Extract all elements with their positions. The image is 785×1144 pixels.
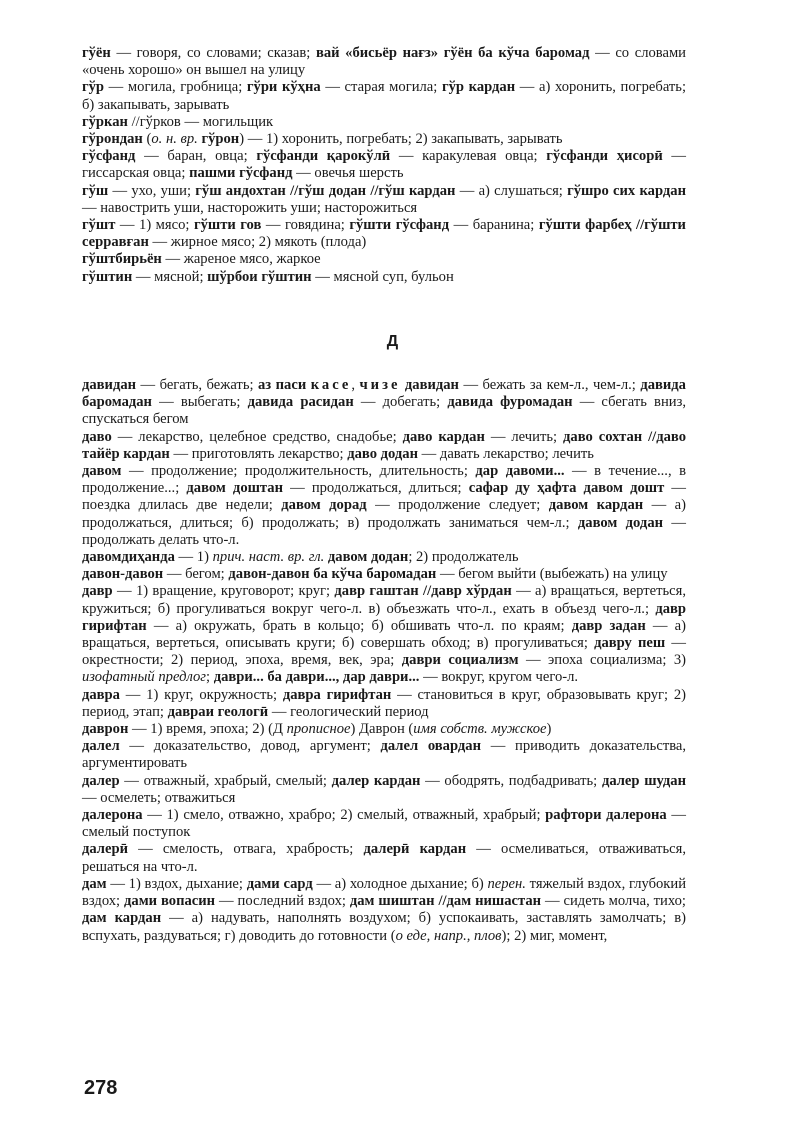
- definition-text: — а) надувать, наполнять воздухом; б) успокаивать, заставлять замолчать; в) вспухать, раздуваться; г) доводить до готовности (: [82, 910, 686, 944]
- headword-text: гўштин: [82, 268, 133, 285]
- dictionary-entry: [82, 114, 686, 131]
- dictionary-entry: [82, 807, 686, 841]
- definition-text: — а) вращаться, вертеться, описывать круги; б) совершать обход; в) прогуливаться;: [82, 617, 686, 652]
- grammar-note: прописное: [286, 721, 351, 738]
- definition-text: — гиссарская овца;: [82, 148, 687, 182]
- grammar-note: имя собств. мужское: [413, 721, 547, 738]
- definition-text: — 1) круг, окружность;: [119, 686, 283, 703]
- headword-text: далел: [82, 738, 120, 755]
- headword-text: далерӣ кардан: [363, 841, 467, 858]
- definition-text: — а) слушаться;: [455, 182, 568, 199]
- definition-text: — 1) время, эпоха; 2) (Д: [128, 721, 287, 738]
- headword-text: давом доштан: [186, 480, 283, 497]
- headword-text: рафтори далерона: [545, 807, 667, 824]
- definition-text: — геологический период: [268, 703, 429, 720]
- definition-text: — доказательство, довод, аргумент;: [119, 738, 381, 755]
- headword-text: дар давоми...: [475, 463, 565, 480]
- definition-text: ;: [205, 669, 214, 686]
- definition-text: — бегать, бежать;: [136, 377, 258, 393]
- headword-text: давру пеш: [594, 635, 666, 652]
- definition-text: — лекарство, целебное средство, снадобье;: [111, 428, 403, 445]
- headword-text: давида баромадан: [82, 377, 686, 411]
- dictionary-entry: [82, 45, 686, 79]
- dictionary-entry: [82, 429, 686, 463]
- definition-text: — 1) мясо;: [115, 217, 194, 234]
- definition-text: — 1) вздох, дыхание;: [106, 875, 247, 892]
- headword-text: давра: [82, 686, 120, 703]
- definition-text: — продолжаться, длиться;: [282, 480, 469, 497]
- headword-text: давом: [82, 463, 122, 480]
- dictionary-entry: [82, 79, 686, 113]
- definition-text: — добегать;: [353, 394, 448, 411]
- headword-text: далерӣ: [82, 841, 128, 858]
- definition-text: — эпоха социализма; 3): [518, 652, 686, 669]
- headword-text: давидан: [400, 377, 459, 393]
- headword-text: даври... ба даври..., дар даври...: [213, 669, 420, 686]
- headword-text: гўшт: [82, 217, 116, 234]
- definition-text: — выбегать;: [151, 394, 248, 411]
- headword-text: чизе: [359, 377, 401, 393]
- definition-text: — а) продолжаться, длиться; б) продолжать; в) продолжать заниматься чем-л.;: [82, 497, 686, 531]
- dictionary-entry: [82, 217, 686, 251]
- headword-text: гўр: [82, 79, 105, 96]
- definition-text: — давать лекарство; лечить: [418, 445, 594, 462]
- definition-text: — осмеливаться, отваживаться, решаться на что-л.: [82, 841, 686, 875]
- definition-text: ,: [351, 377, 360, 393]
- definition-text: — сбегать вниз, спускаться бегом: [82, 394, 686, 428]
- headword-text: давидан: [82, 377, 137, 393]
- definition-text: — смелый поступок: [82, 807, 686, 841]
- headword-text: сафар ду ҳафта давом дошт: [468, 480, 665, 497]
- headword-text: даво додан: [347, 445, 419, 462]
- entries-top-block: [82, 45, 686, 286]
- headword-text: далерона: [82, 807, 143, 824]
- definition-text: — отважный, храбрый, смелый;: [119, 772, 332, 789]
- headword-text: гўри кўҳна: [246, 79, 321, 96]
- definition-text: — продолжать делать что-л.: [82, 514, 686, 548]
- headword-text: дами вопасин: [124, 893, 216, 910]
- headword-text: вай «бисьёр нағз» гўён ба кўча баромад: [315, 45, 590, 61]
- definition-text: — мясной;: [132, 268, 208, 285]
- dictionary-entry: [82, 131, 686, 148]
- headword-text: аз паси: [258, 377, 311, 393]
- headword-text: гўштбирьён: [82, 251, 162, 268]
- headword-text: гўшти гов: [193, 217, 262, 234]
- headword-text: далер кардан: [331, 772, 421, 789]
- definition-text: ) — 1) хоронить, погребать; 2) закапывать, зарывать: [239, 131, 563, 148]
- headword-text: гўшти фарбеҳ //гўшти серравған: [82, 217, 686, 251]
- definition-text: — смелость, отвага, храбрость;: [128, 841, 364, 858]
- headword-text: давида фуромадан: [447, 394, 573, 411]
- dictionary-entry: [82, 148, 686, 182]
- definition-text: — бегом;: [163, 566, 229, 583]
- headword-text: гўш андохтан //гўш додан //гўш кардан: [195, 182, 456, 199]
- headword-text: касе: [310, 377, 352, 393]
- definition-text: — а) вращаться, вертеться, кружиться; б) прогуливаться вокруг чего-л. в) объезжать что-л., ехать в объезд чего-л.;: [82, 583, 686, 617]
- definition-text: — жареное мясо, жаркое: [161, 251, 321, 268]
- definition-text: — мясной суп, бульон: [311, 268, 454, 285]
- definition-text: — а) окружать, брать в кольцо; б) обшивать что-л. по краям;: [146, 617, 572, 634]
- definition-text: — приводить доказательства, аргументировать: [82, 738, 687, 772]
- definition-text: — баранина;: [449, 217, 539, 234]
- dictionary-entry: [82, 876, 686, 945]
- headword-text: давра гирифтан: [282, 686, 392, 703]
- grammar-note: изофатный предлог: [82, 669, 206, 686]
- headword-text: гўрон: [201, 131, 240, 148]
- grammar-note: о еде, напр., плов: [395, 927, 502, 944]
- dictionary-entry: [82, 721, 686, 738]
- definition-text: — бегом выйти (выбежать) на улицу: [436, 566, 668, 583]
- definition-text: — навострить уши, насторожить уши; насторожиться: [82, 199, 418, 216]
- headword-text: давом додан: [327, 549, 409, 566]
- headword-text: далел овардан: [380, 738, 481, 755]
- definition-text: ) Даврон (: [350, 721, 414, 738]
- headword-text: даври социализм: [401, 652, 519, 669]
- definition-text: — становиться в круг, образовывать круг; 2) период, этап;: [82, 686, 686, 720]
- headword-text: гўш: [82, 182, 109, 199]
- dictionary-entry: [82, 463, 686, 549]
- definition-text: — продолжение; продолжительность, длительность;: [121, 463, 476, 480]
- definition-text: — вокруг, кругом чего-л.: [419, 669, 579, 686]
- grammar-note: о. н. вр.: [151, 131, 198, 148]
- definition-text: ): [546, 721, 552, 738]
- headword-text: гўсфанд: [82, 148, 136, 165]
- page-number: 278: [84, 1077, 118, 1099]
- definition-text: — каракулевая овца;: [390, 148, 547, 165]
- headword-text: пашми гўсфанд: [189, 165, 293, 182]
- definition-text: (: [142, 131, 152, 148]
- definition-text: — осмелеть; отважиться: [82, 789, 236, 806]
- section-letter: Д: [386, 333, 399, 350]
- headword-text: далер шудан: [601, 772, 687, 789]
- definition-text: — со словами «очень хорошо» он вышел на улицу: [82, 45, 686, 79]
- dictionary-entry: [82, 841, 686, 875]
- definition-text: — лечить;: [484, 428, 564, 445]
- definition-text: — жирное мясо; 2) мякоть (плода): [148, 234, 367, 251]
- definition-text: — в течение..., в продолжение...;: [82, 463, 687, 497]
- headword-text: даво кардан: [402, 428, 485, 445]
- headword-text: дами сард: [246, 875, 313, 892]
- headword-text: давр задан: [571, 617, 646, 634]
- headword-text: даво сохтан //даво тайёр кардан: [82, 428, 686, 462]
- dictionary-entry: [82, 773, 686, 807]
- headword-text: давраи геологӣ: [167, 703, 269, 720]
- definition-text: — окрестности; 2) период, эпоха, время, век, эра;: [82, 635, 686, 669]
- headword-text: давон-давон ба кўча баромадан: [228, 566, 437, 583]
- definition-text: тяжелый вздох, глубокий вздох;: [82, 875, 687, 910]
- headword-text: гўшти гўсфанд: [349, 217, 450, 234]
- dictionary-entry: [82, 377, 686, 429]
- definition-text: — а) холодное дыхание; б): [312, 875, 488, 892]
- definition-text: — а) хоронить, погребать; б) закапывать, зарывать: [82, 79, 687, 113]
- definition-text: ); 2) миг, момент,: [501, 927, 608, 944]
- headword-text: давр гаштан //давр хўрдан: [334, 583, 512, 600]
- grammar-note: перен.: [487, 875, 526, 892]
- headword-text: дам: [82, 875, 107, 892]
- headword-text: шўрбои гўштин: [207, 268, 312, 285]
- headword-text: даврон: [82, 721, 129, 738]
- definition-text: — ухо, уши;: [108, 182, 196, 199]
- headword-text: далер: [82, 772, 120, 789]
- definition-text: — 1): [174, 549, 213, 566]
- dictionary-entry: [82, 738, 686, 772]
- headword-text: давр гирифтан: [82, 600, 686, 634]
- dictionary-entry: [82, 251, 686, 268]
- definition-text: — бежать за кем-л., чем-л.;: [458, 377, 641, 393]
- grammar-note: прич. наст. вр. гл.: [212, 549, 325, 566]
- entries-main-block: [82, 377, 686, 945]
- definition-text: — сидеть молча, тихо;: [541, 893, 686, 910]
- definition-text: — продолжение следует;: [366, 497, 549, 514]
- dictionary-entry: [82, 687, 686, 721]
- headword-text: гўшро сих кардан: [567, 182, 686, 199]
- headword-text: давр: [82, 583, 113, 600]
- dictionary-entry: [82, 566, 686, 583]
- headword-text: давон-давон: [82, 566, 164, 583]
- dictionary-entry: [82, 183, 686, 217]
- headword-text: давом додан: [577, 514, 664, 531]
- definition-text: — баран, овца;: [135, 148, 257, 165]
- headword-text: давомдиҳанда: [82, 549, 175, 566]
- headword-text: гўён: [82, 45, 111, 61]
- definition-text: — говоря, со словами; сказав;: [110, 45, 316, 61]
- headword-text: давом дорад: [281, 497, 367, 514]
- definition-text: — ободрять, подбадривать;: [420, 772, 602, 789]
- headword-text: давида расидан: [247, 394, 354, 411]
- definition-text: — могила, гробница;: [104, 79, 247, 96]
- headword-text: дам шиштан //дам нишастан: [349, 893, 542, 910]
- definition-text: — 1) смело, отважно, храбро; 2) смелый, отважный, храбрый;: [142, 807, 546, 824]
- dictionary-entry: [82, 583, 686, 686]
- definition-text: — овечья шерсть: [292, 165, 404, 182]
- headword-text: гўсфанди ҳисорӣ: [546, 148, 663, 165]
- headword-text: гўркан: [82, 113, 128, 130]
- headword-text: дам кардан: [82, 910, 162, 927]
- headword-text: гўрондан: [82, 131, 143, 148]
- definition-text: — говядина;: [261, 217, 350, 234]
- definition-text: — поездка длилась две недели;: [82, 480, 686, 514]
- headword-text: давом кардан: [548, 497, 644, 514]
- definition-text: — старая могила;: [320, 79, 442, 96]
- definition-text: ; 2) продолжатель: [408, 549, 519, 566]
- definition-text: //гўрков — могильщик: [127, 113, 274, 130]
- dictionary-entry: [82, 269, 686, 286]
- headword-text: даво: [82, 428, 112, 445]
- definition-text: — последний вздох;: [215, 893, 350, 910]
- headword-text: гўр кардан: [441, 79, 516, 96]
- definition-text: — 1) вращение, круговорот; круг;: [112, 583, 335, 600]
- dictionary-entry: [82, 549, 686, 566]
- definition-text: — приготовлять лекарство;: [169, 445, 348, 462]
- headword-text: гўсфанди қарокўлӣ: [256, 148, 391, 165]
